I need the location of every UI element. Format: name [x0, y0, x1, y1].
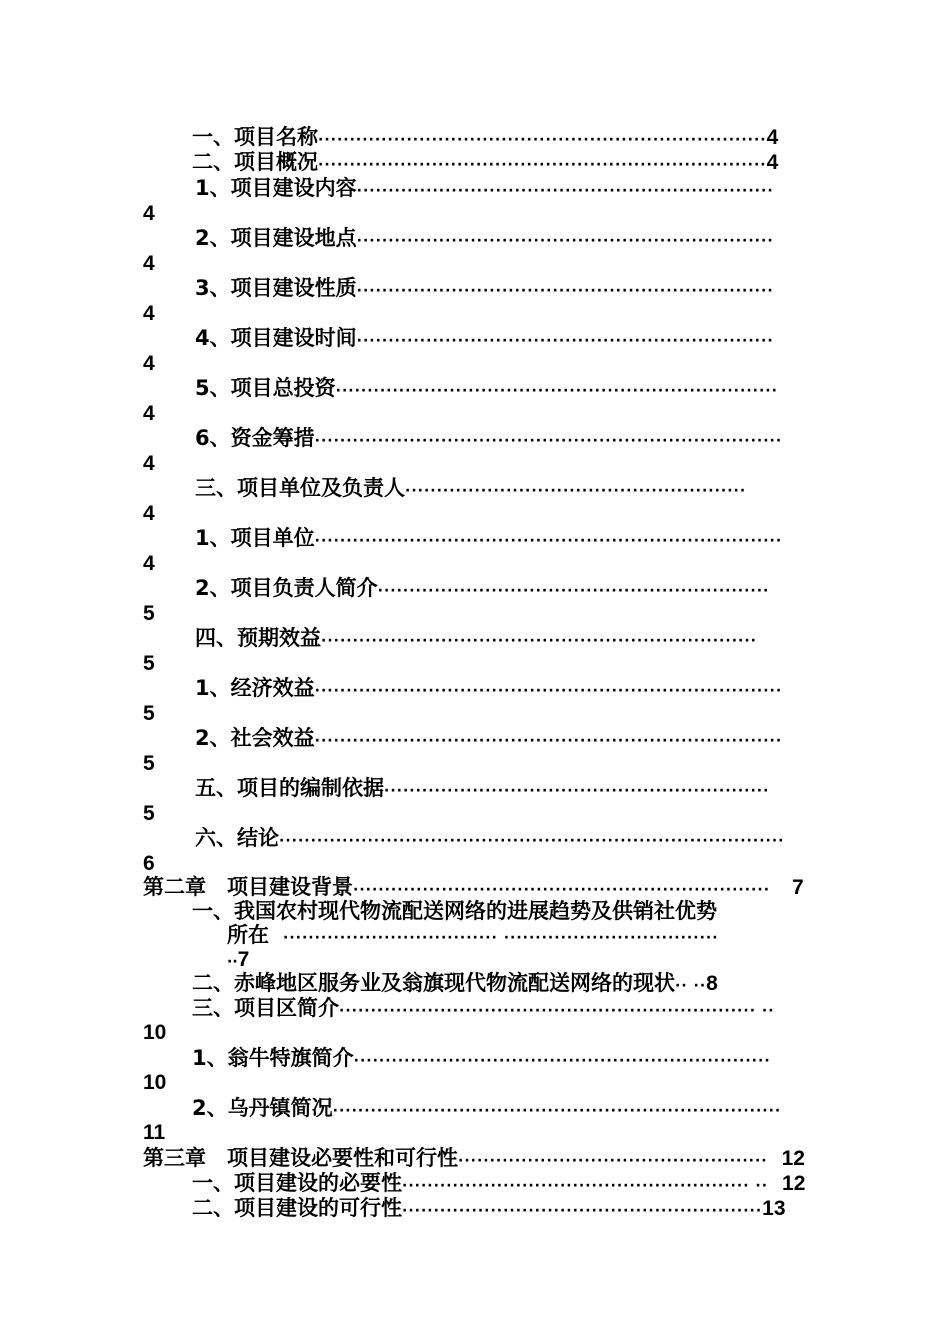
toc-leader-dots: ··································································	[353, 882, 771, 898]
toc-entry[interactable]	[195, 826, 784, 853]
toc-entry-page-line	[227, 947, 249, 974]
toc-entry[interactable]	[195, 176, 774, 203]
toc-chapter[interactable]	[143, 875, 804, 902]
toc-entry[interactable]	[195, 626, 757, 653]
toc-leader-dots: ·······································································	[318, 132, 767, 148]
toc-leader-dots: ··········································································	[314, 433, 783, 449]
toc-entry-title: 2、项目负责人简介	[195, 576, 378, 600]
toc-entry[interactable]	[195, 726, 782, 753]
toc-leader-dots: ·· ··	[675, 978, 707, 994]
toc-entry[interactable]	[195, 276, 774, 303]
toc-entry-title: 一、项目建设的必要性	[192, 1171, 402, 1195]
toc-page-number: 11	[143, 1121, 166, 1144]
toc-leader-dots: ··································································	[356, 283, 774, 299]
toc-entry-title: 五、项目的编制依据	[195, 776, 384, 800]
toc-leader-dots: ·······································································	[332, 1103, 782, 1119]
toc-entry-continuation	[227, 923, 719, 950]
toc-entry[interactable]	[192, 1171, 805, 1198]
toc-entry[interactable]	[192, 1196, 786, 1223]
toc-page-number: 6	[143, 852, 155, 875]
toc-page-number: 4	[143, 302, 155, 325]
toc-page-number: 7	[237, 948, 250, 971]
toc-entry-title: 六、结论	[195, 826, 279, 850]
toc-page-number: 13	[762, 1197, 786, 1220]
toc-entry-title: 1、项目单位	[195, 526, 315, 550]
toc-leader-dots: ··································································	[353, 1053, 771, 1069]
toc-leader-dots: ··································································	[356, 333, 774, 349]
toc-leader-dots: ··········································································	[314, 733, 783, 749]
toc-page-number: 10	[143, 1021, 167, 1044]
toc-page-number: 4	[143, 452, 155, 475]
toc-entry-title: 2、项目建设地点	[195, 226, 357, 250]
toc-entry[interactable]	[192, 996, 775, 1023]
toc-entry[interactable]	[192, 1096, 781, 1123]
toc-entry-title: 二、项目概况	[192, 150, 318, 174]
toc-entry[interactable]	[192, 125, 778, 152]
toc-leader-dots: ······························································	[377, 583, 770, 599]
toc-entry-title: 二、项目建设的可行性	[192, 1196, 402, 1220]
toc-entry-title: 4、项目建设时间	[195, 326, 357, 350]
toc-entry[interactable]	[195, 576, 769, 603]
toc-entry[interactable]	[195, 776, 769, 803]
toc-leader-dots: ·····································································	[321, 633, 757, 649]
toc-entry[interactable]	[195, 426, 782, 453]
toc-leader-dots: ················································································	[279, 833, 785, 849]
toc-entry-title: 1、经济效益	[195, 676, 315, 700]
toc-page-number: 5	[143, 802, 155, 825]
toc-entry[interactable]	[195, 326, 774, 353]
toc-entry[interactable]	[195, 526, 782, 553]
toc-entry-title: 1、项目建设内容	[195, 176, 357, 200]
toc-entry-title: 三、项目单位及负责人	[195, 476, 405, 500]
toc-page-number: 12	[781, 1147, 805, 1170]
toc-leader-dots: ·················································	[458, 1153, 768, 1169]
toc-leader-dots: ······················································· ··	[402, 1178, 769, 1194]
toc-leader-dots: ·································· ··································	[283, 930, 719, 946]
toc-page-number: 5	[143, 752, 155, 775]
toc-page-number: 4	[143, 552, 155, 575]
toc-entry-title: 3、项目建设性质	[195, 276, 357, 300]
toc-page-number: 10	[143, 1071, 167, 1094]
toc-leader-dots: ·······································································	[318, 157, 767, 173]
toc-entry-title: 6、资金筹措	[195, 426, 315, 450]
toc-entry-title: 一、我国农村现代物流配送网络的进展趋势及供销社优势	[192, 899, 717, 923]
toc-entry-title-cont: 所在	[227, 923, 269, 947]
toc-entry[interactable]	[195, 476, 746, 503]
toc-entry-title: 二、赤峰地区服务业及翁旗现代物流配送网络的现状	[192, 971, 675, 995]
toc-entry[interactable]	[192, 971, 718, 998]
toc-entry[interactable]	[192, 1046, 771, 1073]
toc-page-number: 4	[766, 151, 779, 174]
toc-leader-dots: ······································································	[335, 383, 778, 399]
toc-page-number: 5	[143, 702, 155, 725]
toc-chapter[interactable]	[143, 1146, 805, 1173]
toc-entry[interactable]	[195, 226, 774, 253]
toc-leader-dots: ·························································	[402, 1203, 763, 1219]
toc-page-number: 4	[143, 402, 155, 425]
toc-entry-title: 四、预期效益	[195, 626, 321, 650]
toc-leader-dots: ·····························································	[384, 783, 770, 799]
toc-chapter-title: 第三章 项目建设必要性和可行性	[143, 1146, 458, 1170]
toc-page-number: 7	[792, 876, 804, 899]
toc-page-number: 5	[143, 652, 155, 675]
toc-entry-title: 1、翁牛特旗简介	[192, 1046, 354, 1070]
toc-entry[interactable]	[195, 376, 778, 403]
toc-page-number: 4	[143, 352, 155, 375]
toc-leader-dots: ··································································	[356, 233, 774, 249]
toc-leader-dots: ··········································································	[314, 683, 783, 699]
toc-page-number: 8	[706, 972, 718, 995]
toc-page-number: 4	[143, 502, 155, 525]
toc-page-number: 5	[143, 602, 155, 625]
toc-entry[interactable]	[192, 150, 778, 177]
toc-entry-title: 2、乌丹镇简况	[192, 1096, 333, 1120]
toc-entry-title: 三、项目区简介	[192, 996, 339, 1020]
toc-leader-dots: ··········································································	[314, 533, 783, 549]
toc-entry[interactable]	[195, 676, 782, 703]
toc-page-number: 4	[766, 126, 779, 149]
toc-page-number: 4	[143, 202, 155, 225]
toc-entry-title: 5、项目总投资	[195, 376, 336, 400]
toc-leader-dots: ······················································	[405, 483, 747, 499]
toc-entry[interactable]	[192, 899, 717, 923]
toc-entry-title: 2、社会效益	[195, 726, 315, 750]
toc-chapter-title: 第二章 项目建设背景	[143, 875, 353, 899]
toc-entry-title: 一、项目名称	[192, 125, 318, 149]
toc-leader-dots: ·································································· ··	[339, 1003, 775, 1019]
toc-page-number: 4	[143, 252, 155, 275]
toc-leader-dots: ··	[227, 954, 238, 970]
toc-page-number: 12	[782, 1172, 806, 1195]
toc-leader-dots: ··································································	[356, 183, 774, 199]
